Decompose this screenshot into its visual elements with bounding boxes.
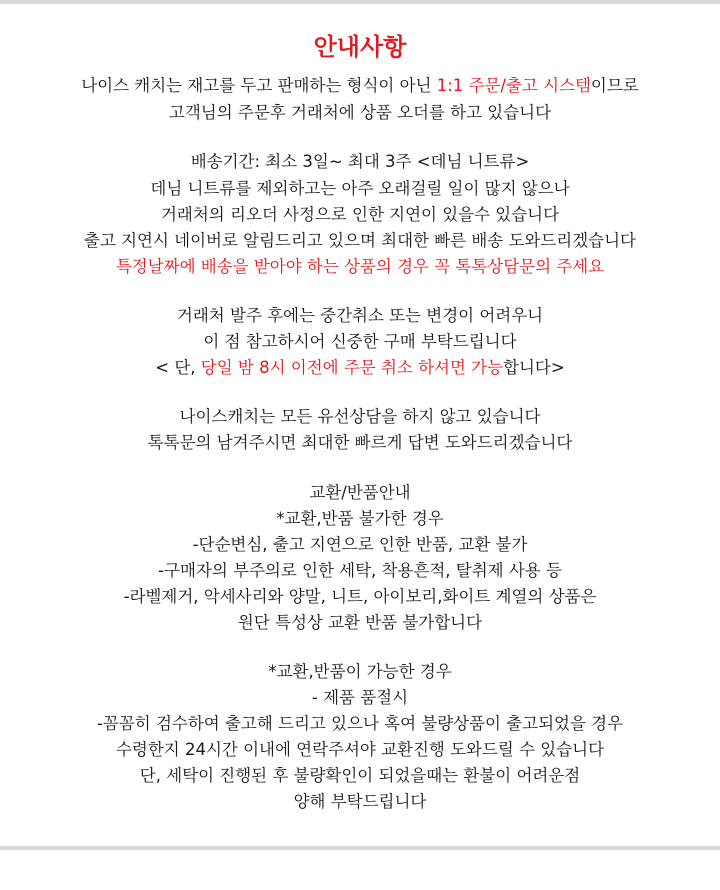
shipping-line-3: 거래처의 리오더 사정으로 인한 지연이 있을수 있습니다 (160, 205, 560, 224)
exchange-heading: 교환/반품안내 (309, 483, 411, 502)
shipping-period: 배송기간: 최소 3일~ 최대 3주 <데님 니트류> (190, 152, 530, 171)
top-divider (0, 0, 720, 4)
cancel-line-1: 거래처 발주 후에는 중간취소 또는 변경이 어려우니 (176, 306, 544, 325)
exchange-not-allowed-heading: *교환,반품 불가한 경우 (276, 509, 444, 528)
exchange-allowed-heading: *교환,반품이 가능한 경우 (268, 662, 452, 681)
intro-line-2: 고객님의 주문후 거래처에 상품 오더를 하고 있습니다 (168, 103, 552, 122)
exchange-allowed-5: 양해 부탁드립니다 (293, 792, 427, 811)
exchange-allowed-4: 단, 세탁이 진행된 후 불량확인이 되었을때는 환불이 어려운점 (139, 766, 581, 785)
cancel-line-2: 이 점 참고하시어 신중한 구매 부탁드립니다 (203, 332, 517, 351)
exchange-not-allowed-1: -단순변심, 출고 지연으로 인한 반품, 교환 불가 (192, 535, 528, 554)
bottom-divider (0, 846, 720, 850)
exchange-allowed-1: - 제품 품절시 (311, 688, 409, 707)
shipping-line-2: 데님 니트류를 제외하고는 아주 오래걸릴 일이 많지 않으나 (150, 179, 570, 198)
exchange-not-allowed-3: -라벨제거, 악세사리와 양말, 니트, 아이보리,화이트 계열의 상품은 (123, 587, 597, 606)
order-system-highlight: 1:1 주문/출고 시스템 (436, 76, 591, 95)
consult-line-1: 나이스캐치는 모든 유선상담을 하지 않고 있습니다 (179, 407, 541, 426)
notice-title: 안내사항 (313, 33, 407, 61)
specific-date-warning: 특정날짜에 배송을 받아야 하는 상품의 경우 꼭 톡톡상담문의 주세요 (115, 257, 605, 276)
cancel-line-3: < 단, 당일 밤 8시 이전에 주문 취소 하셔면 가능합니다> (155, 358, 565, 377)
shipping-line-4: 출고 지연시 네이버로 알림드리고 있으며 최대한 빠른 배송 도와드리겠습니다 (83, 231, 636, 250)
cancel-deadline-highlight: 당일 밤 8시 이전에 주문 취소 하셔면 가능 (200, 358, 504, 377)
exchange-not-allowed-4: 원단 특성상 교환 반품 불가합니다 (237, 613, 483, 632)
exchange-allowed-3: 수령한지 24시간 이내에 연락주셔야 교환진행 도와드릴 수 있습니다 (115, 740, 605, 759)
consult-line-2: 톡톡문의 남겨주시면 최대한 빠르게 답변 도와드리겠습니다 (147, 433, 573, 452)
exchange-allowed-2: -꼼꼼히 검수하여 출고해 드리고 있으나 혹여 불량상품이 출고되었을 경우 (96, 714, 624, 733)
intro-line-1: 나이스 캐치는 재고를 두고 판매하는 형식이 아닌 1:1 주문/출고 시스템이므로 (81, 76, 639, 95)
exchange-not-allowed-2: -구매자의 부주의로 인한 세탁, 착용흔적, 탈취제 사용 등 (158, 561, 562, 580)
